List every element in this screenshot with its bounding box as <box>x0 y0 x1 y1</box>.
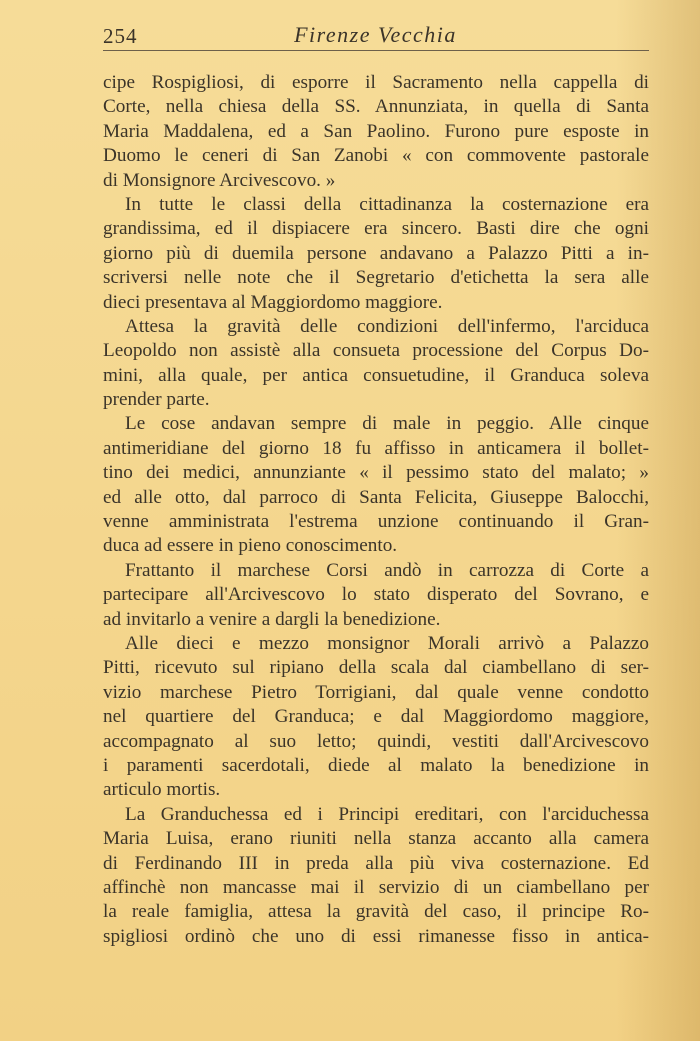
text-line: ed alle otto, dal parroco di Santa Felicita, Giuseppe Balocchi, <box>103 486 649 508</box>
text-line: antimeridiane del giorno 18 fu affisso in anticamera il bollet- <box>103 437 649 459</box>
text-line: dieci presentava al Maggiordomo maggiore. <box>103 291 443 313</box>
text-line: Pitti, ricevuto sul ripiano della scala dal ciambellano di ser- <box>103 657 649 679</box>
running-title: Firenze Vecchia <box>294 22 457 47</box>
text-line: accompagnato al suo letto; quindi, vestiti dall'Arcivescovo <box>103 730 649 752</box>
text-line: di Ferdinando III in preda alla più viva costernazione. Ed <box>103 852 649 874</box>
text-line: nel quartiere del Granduca; e dal Maggiordomo maggiore, <box>103 706 649 728</box>
text-line: Duomo le ceneri di San Zanobi « con commovente pastorale <box>103 145 649 167</box>
text-line: affinchè non mancasse mai il servizio di un ciambellano per <box>103 876 649 898</box>
text-line: duca ad essere in pieno conoscimento. <box>103 535 398 557</box>
text-line: prender parte. <box>103 389 210 411</box>
text-line: ad invitarlo a venire a dargli la benedizione. <box>103 608 441 630</box>
text-line: grandissima, ed il dispiacere era sincero. Basti dire che ogni <box>103 218 649 240</box>
text-line: i paramenti sacerdotali, diede al malato la benedizione in <box>103 754 649 776</box>
text-line: Leopoldo non assistè alla consueta processione del Corpus Do- <box>103 340 649 362</box>
text-line: vizio marchese Pietro Torrigiani, dal quale venne condotto <box>103 681 649 703</box>
text-line: Corte, nella chiesa della SS. Annunziata, in quella di Santa <box>103 96 649 118</box>
text-line: Frattanto il marchese Corsi andò in carrozza di Corte a <box>125 559 649 581</box>
text-line: partecipare all'Arcivescovo lo stato disperato del Sovrano, e <box>103 584 649 606</box>
page-number: 254 <box>103 24 138 48</box>
text-line: La Granduchessa ed i Principi ereditari, con l'arciduchessa <box>125 803 649 825</box>
page-header <box>103 22 648 52</box>
text-line: In tutte le classi della cittadinanza la costernazione era <box>125 193 649 215</box>
text-line: Alle dieci e mezzo monsignor Morali arrivò a Palazzo <box>125 632 649 654</box>
text-line: giorno più di duemila persone andavano a Palazzo Pitti a in- <box>103 242 649 264</box>
text-line: tino dei medici, annunziante « il pessimo stato del malato; » <box>103 462 649 484</box>
text-line: venne amministrata l'estrema unzione continuando il Gran- <box>103 511 649 533</box>
text-line: Attesa la gravità delle condizioni dell'infermo, l'arciduca <box>125 315 649 337</box>
text-line: Maria Maddalena, ed a San Paolino. Furono pure esposte in <box>103 120 649 142</box>
header-rule <box>103 50 649 51</box>
text-line: spigliosi ordinò che uno di essi rimanesse fisso in antica- <box>103 925 649 947</box>
text-line: Le cose andavan sempre di male in peggio. Alle cinque <box>125 413 649 435</box>
text-line: scriversi nelle note che il Segretario d'etichetta la sera alle <box>103 267 649 289</box>
text-line: mini, alla quale, per antica consuetudine, il Granduca soleva <box>103 364 649 386</box>
text-line: di Monsignore Arcivescovo. » <box>103 169 336 191</box>
text-line: articulo mortis. <box>103 779 221 801</box>
body-text <box>103 71 649 949</box>
text-line: la reale famiglia, attesa la gravità del caso, il principe Ro- <box>103 901 649 923</box>
text-line: cipe Rospigliosi, di esporre il Sacramento nella cappella di <box>103 72 649 93</box>
text-line: Maria Luisa, erano riuniti nella stanza accanto alla camera <box>103 828 649 850</box>
